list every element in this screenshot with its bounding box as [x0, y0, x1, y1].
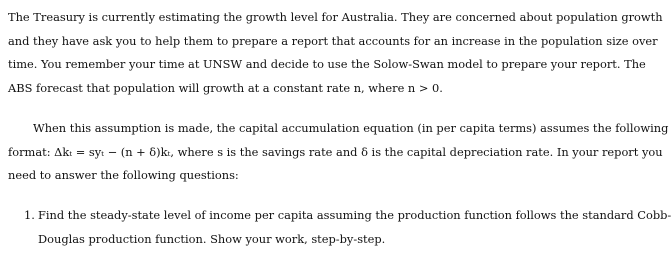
assumption-paragraph: [8, 117, 669, 188]
question-text: Find the steady-state level of income per capita assuming the production function follows the standard Cobb-: [38, 208, 672, 222]
intro-line: The Treasury is currently estimating the growth level for Australia. They are concerned about population growth: [8, 10, 663, 24]
assumption-line: format: Δkₜ = syₜ − (n + δ)kₜ, where s is the savings rate and δ is the capital depreciation rate. In your report you: [8, 144, 663, 159]
assumption-line: need to answer the following questions:: [8, 168, 239, 183]
question-item: [24, 204, 672, 251]
intro-line: and they have ask you to help them to prepare a report that accounts for an increase in the population size over: [8, 33, 658, 48]
intro-line: ABS forecast that population will growth at a constant rate n, where n > 0.: [8, 80, 443, 95]
question-list: [24, 204, 672, 251]
intro-line: time. You remember your time at UNSW and decide to use the Solow-Swan model to prepare your report. The: [8, 57, 646, 72]
question-line: [24, 204, 672, 228]
question-number: 1.: [24, 208, 35, 222]
question-line: Douglas production function. Show your work, step-by-step.: [38, 231, 386, 246]
intro-paragraph: [8, 6, 663, 100]
assumption-line: When this assumption is made, the capital accumulation equation (in per capita terms) assumes the following: [33, 121, 669, 135]
